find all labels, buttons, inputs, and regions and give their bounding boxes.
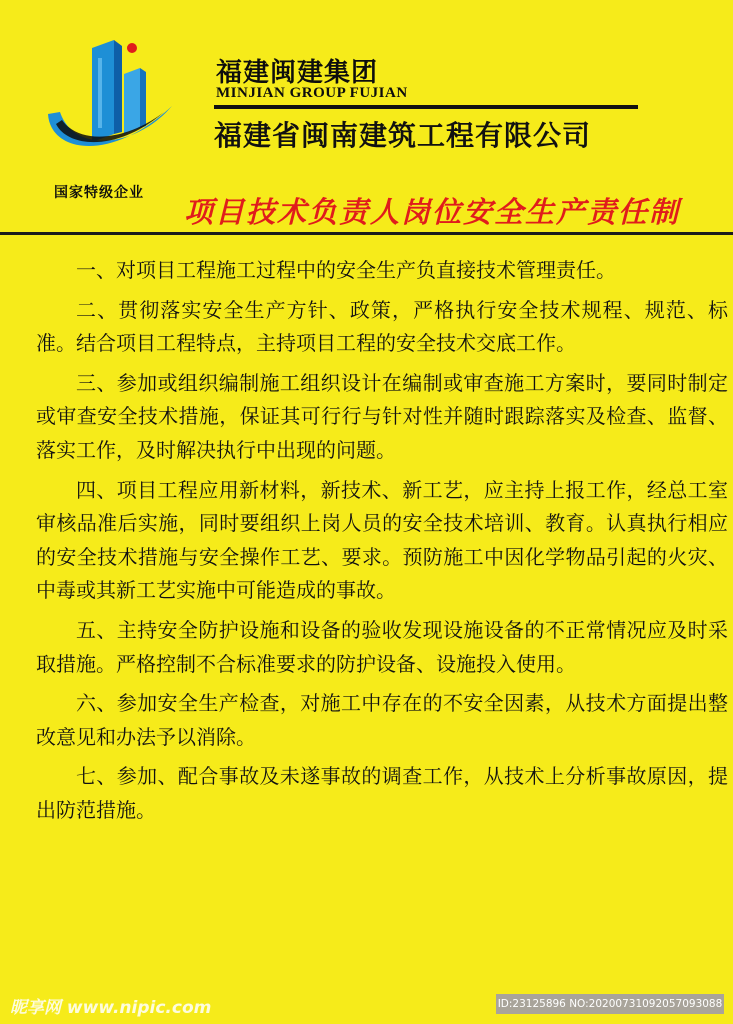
paragraph-3: 三、参加或组织编制施工组织设计在编制或审查施工方案时，要同时制定或审查安全技术措施，保证其可行行与针对性并随时跟踪落实及检查、监督、落实工作，及时解决执行中出现的问题。: [36, 370, 728, 462]
paragraph-1: 一、对项目工程施工过程中的安全生产负直接技术管理责任。: [76, 258, 616, 282]
group-name-cn: 福建闽建集团: [216, 58, 379, 88]
paragraph-6: 六、参加安全生产检查，对施工中存在的不安全因素，从技术方面提出整改意见和办法予以消除。: [36, 691, 728, 749]
paragraph-2: 二、贯彻落实安全生产方针、政策，严格执行安全技术规程、规范、标准。结合项目工程特点，主持项目工程的安全技术交底工作。: [36, 297, 728, 356]
watermark-site: 昵享网 www.nipic.com: [10, 998, 212, 1018]
paragraph-7: 七、参加、配合事故及未遂事故的调查工作，从技术上分析事故原因，提出防范措施。: [36, 764, 728, 822]
company-name: 福建省闽南建筑工程有限公司: [214, 119, 592, 152]
paragraph-4: 四、项目工程应用新材料，新技术、新工艺，应主持上报工作，经总工室审核品准后实施，同时要组织上岗人员的安全技术培训、教育。认真执行相应的安全技术措施与安全操作工艺、要求。预防施工中因化学物品引起的火灾、中毒或其新工艺实施中可能造成的事故。: [36, 477, 728, 603]
building-logo-icon: [40, 36, 180, 166]
title-divider: [0, 232, 733, 235]
header-divider: [214, 105, 638, 109]
watermark-id: ID:23125896 NO:20200731092057093088: [496, 994, 724, 1014]
page-title: 项目技术负责人岗位安全生产责任制: [184, 195, 681, 229]
responsibility-list: [36, 254, 728, 834]
grade-label: 国家特级企业: [54, 185, 144, 201]
paragraph-5: 五、主持安全防护设施和设备的验收发现设施设备的不正常情况应及时采取措施。严格控制不合标准要求的防护设备、设施投入使用。: [36, 617, 728, 676]
company-logo: [40, 36, 180, 166]
group-name-en: MINJIAN GROUP FUJIAN: [216, 85, 408, 101]
